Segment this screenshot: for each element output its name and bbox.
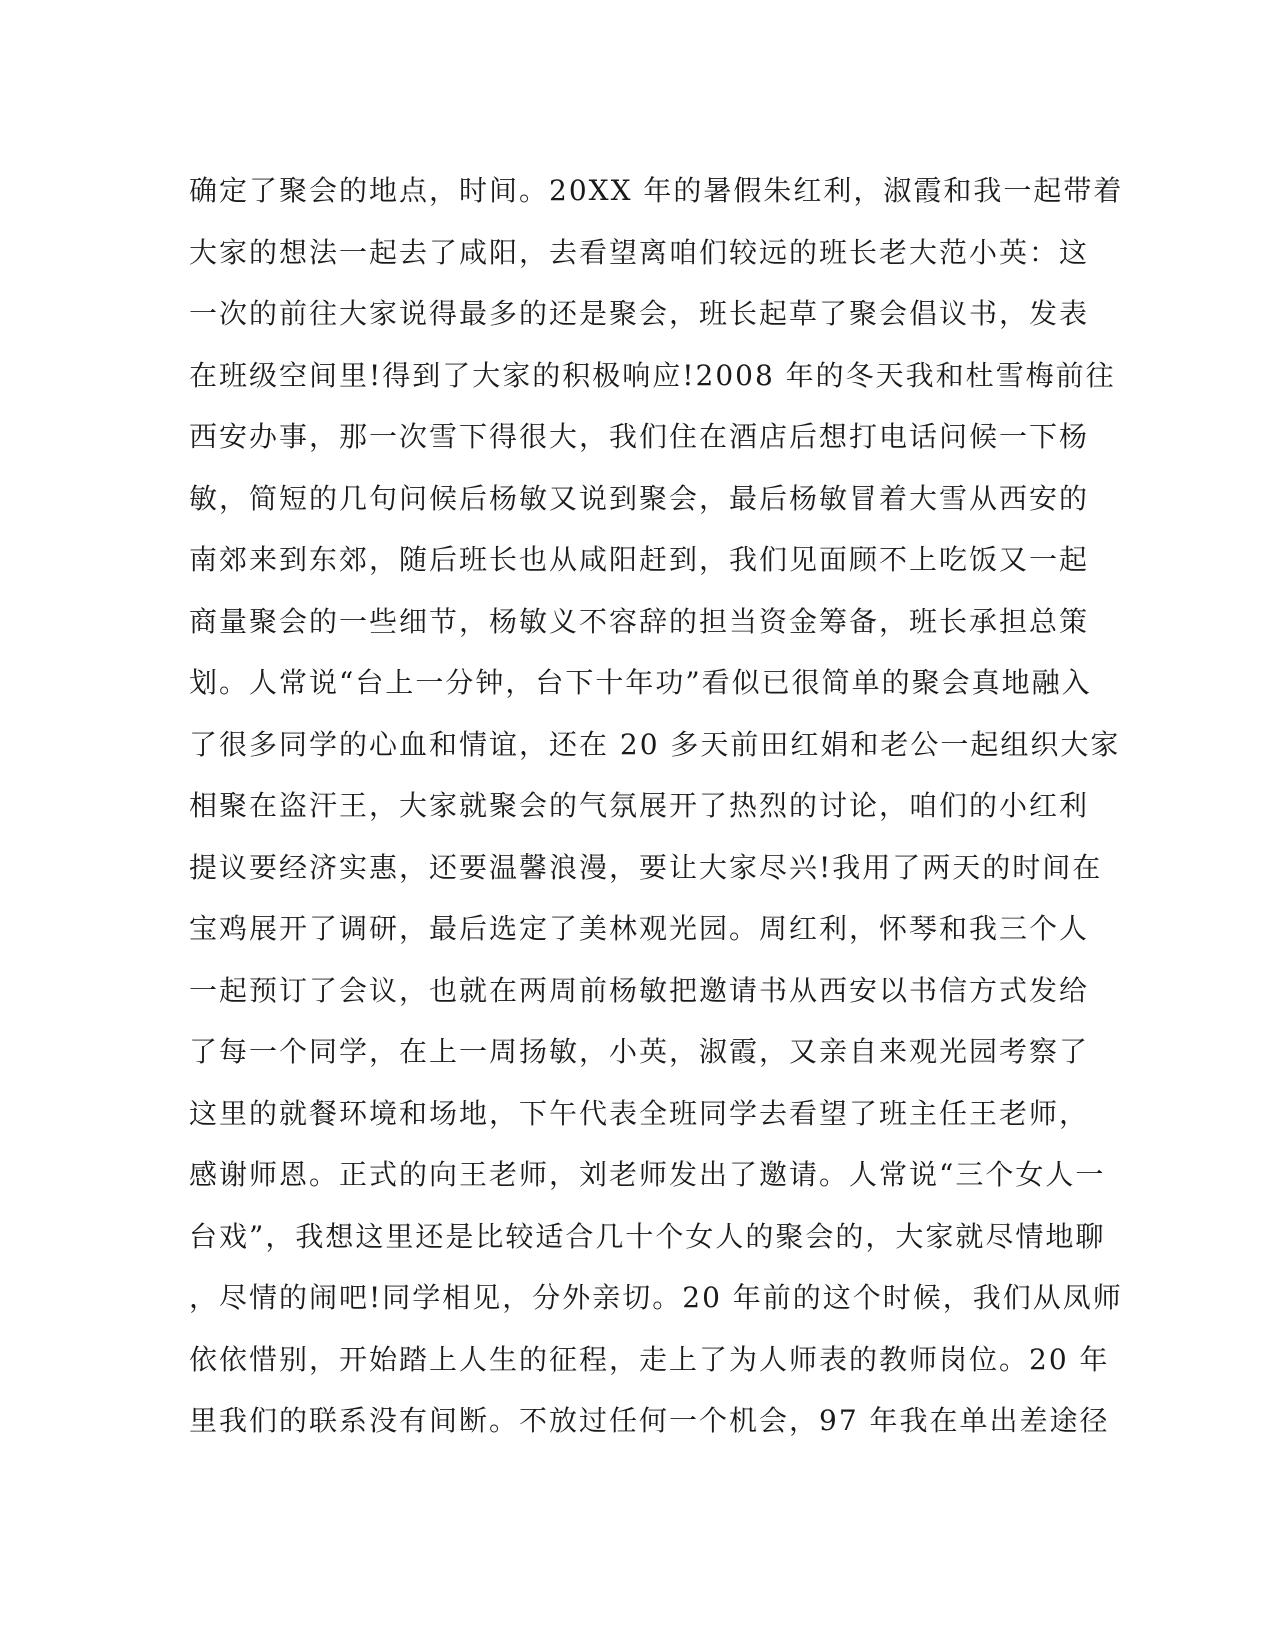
text-line-19: ，尽情的闹吧!同学相见，分外亲切。20 年前的这个时候，我们从凤师 — [189, 1281, 1123, 1314]
text-line-15: 了每一个同学，在上一周扬敏，小英，淑霞，又亲自来观光园考察了 — [189, 1035, 1090, 1068]
body-text — [189, 160, 1124, 1452]
text-line-8: 商量聚会的一些细节，杨敏义不容辞的担当资金筹备，班长承担总策 — [189, 604, 1090, 638]
text-line-14: 一起预订了会议，也就在两周前杨敏把邀请书从西安以书信方式发给 — [189, 973, 1090, 1007]
text-line-9: 划。人常说“台上一分钟，台下十年功”看似已很简单的聚会真地融入 — [189, 666, 1092, 699]
text-line-6: 敏，简短的几句问候后杨敏又说到聚会，最后杨敏冒着大雪从西安的 — [189, 481, 1090, 515]
text-line-5: 西安办事，那一次雪下得很大，我们住在酒店后想打电话问候一下杨 — [189, 420, 1090, 453]
text-line-12: 提议要经济实惠，还要温馨浪漫，要让大家尽兴!我用了两天的时间在 — [189, 850, 1103, 884]
text-line-11: 相聚在盗汗王，大家就聚会的气氛展开了热烈的讨论，咱们的小红利 — [189, 789, 1090, 822]
text-line-3: 一次的前往大家说得最多的还是聚会，班长起草了聚会倡议书，发表 — [189, 297, 1090, 330]
text-line-4: 在班级空间里!得到了大家的积极响应!2008 年的冬天我和杜雪梅前往 — [189, 358, 1116, 392]
text-line-20: 依依惜别，开始踏上人生的征程，走上了为人师表的教师岗位。20 年 — [189, 1342, 1110, 1376]
text-line-18: 台戏”，我想这里还是比较适合几十个女人的聚会的，大家就尽情地聊 — [189, 1219, 1106, 1253]
text-line-7: 南郊来到东郊，随后班长也从咸阳赶到，我们见面顾不上吃饭又一起 — [189, 543, 1090, 576]
text-line-10: 了很多同学的心血和情谊，还在 20 多天前田红娟和老公一起组织大家 — [189, 727, 1121, 761]
text-line-13: 宝鸡展开了调研，最后选定了美林观光园。周红利，怀琴和我三个人 — [189, 912, 1090, 945]
text-line-21: 里我们的联系没有间断。不放过任何一个机会，97 年我在单出差途径 — [189, 1404, 1110, 1437]
text-line-2: 大家的想法一起去了咸阳，去看望离咱们较远的班长老大范小英：这 — [189, 235, 1090, 269]
text-line-16: 这里的就餐环境和场地，下午代表全班同学去看望了班主任王老师， — [189, 1096, 1090, 1130]
text-line-1: 确定了聚会的地点，时间。20XX 年的暑假朱红利，淑霞和我一起带着 — [189, 174, 1124, 207]
text-line-17: 感谢师恩。正式的向王老师，刘老师发出了邀请。人常说“三个女人一 — [189, 1158, 1106, 1191]
